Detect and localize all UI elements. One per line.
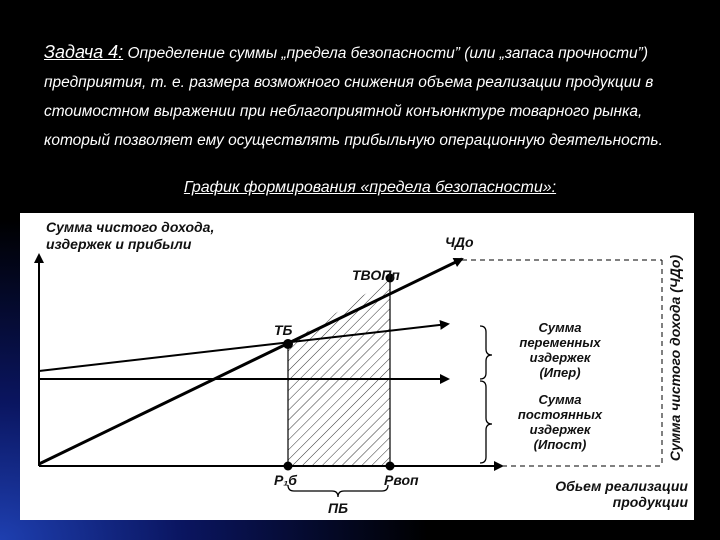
point-tb-dot	[283, 339, 293, 349]
var-costs-label-2: переменных	[519, 335, 601, 350]
pb-brace	[288, 485, 388, 497]
task-text	[44, 38, 694, 155]
var-costs-label-1: Сумма	[538, 320, 582, 335]
fixed-costs-brace	[480, 381, 492, 463]
fixed-costs-label-2: постоянных	[517, 407, 603, 422]
point-p-tb-dot	[284, 462, 293, 471]
diagram-svg	[20, 213, 694, 520]
p-vop-label: Рвоп	[384, 472, 419, 488]
diagram-subtitle: График формирования «предела безопасности»:	[183, 179, 557, 196]
p-tb-label: Р₁б	[274, 472, 297, 488]
break-even-diagram	[20, 213, 694, 520]
safety-margin-area	[288, 278, 390, 466]
var-costs-brace	[480, 326, 492, 379]
x-axis-label-2: продукции	[612, 494, 688, 510]
y-axis-label-2: издержек и прибыли	[46, 236, 192, 252]
x-axis-label-1: Обьем реализации	[555, 478, 688, 494]
task-label: Задача 4:	[44, 42, 124, 62]
task-description: Определение суммы „предела безопасности” (или „запаса прочности”) предприятия, т. е. размера возможного снижения объема реализации продукции в стоимостном выражении при неблагоприятной конъюнктуре товарного рынка, который позволяет ему осуществлять прибыльную операционную деятельность.	[44, 45, 663, 149]
pb-label: ПБ	[328, 500, 348, 516]
point-p-vop-dot	[386, 462, 395, 471]
point-tvop-label: ТВОПп	[352, 267, 400, 283]
fixed-costs-label-1: Сумма	[538, 392, 582, 407]
var-costs-label-3: издержек	[529, 350, 591, 365]
fixed-costs-label-3: издержек	[529, 422, 591, 437]
income-line	[39, 259, 462, 464]
var-costs-label-4: (Ипер)	[539, 365, 581, 380]
right-vertical-label: Сумма чистого дохода (ЧДо)	[667, 254, 683, 462]
y-axis-label-1: Сумма чистого дохода,	[46, 219, 215, 235]
line-chd-label: ЧДо	[445, 234, 474, 250]
fixed-costs-label-4: (Ипост)	[533, 437, 587, 452]
point-tb-label: ТБ	[274, 322, 293, 338]
